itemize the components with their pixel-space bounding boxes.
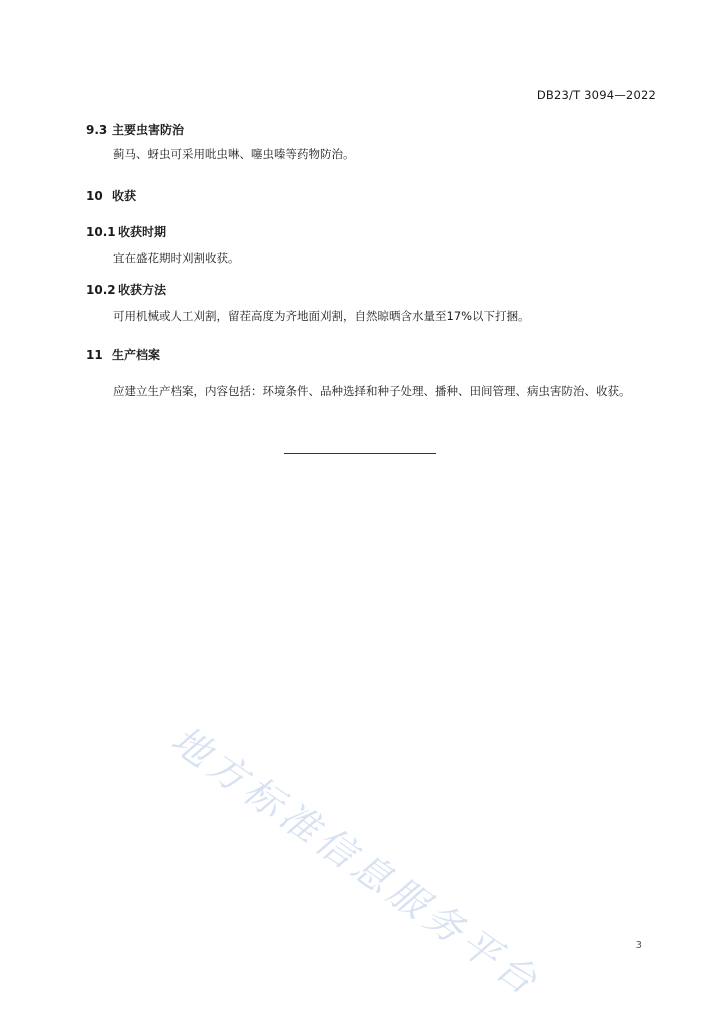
section-number: 9.3 [86,123,108,137]
section-title: 收获 [112,189,137,203]
paragraph-10-1: 宜在盛花期时刈割收获。 [113,251,240,265]
doc-code: DB23/T 3094—2022 [536,88,656,102]
section-number: 10.1 [86,225,116,239]
paragraph-11: 应建立生产档案，内容包括：环境条件、品种选择和种子处理、播种、田间管理、病虫害防治、收获。 [113,384,631,398]
paragraph-10-2: 可用机械或人工刈割，留茬高度为齐地面刈割，自然晾晒含水量至17%以下打捆。 [113,309,530,323]
section-heading-11 [86,346,160,363]
section-title: 主要虫害防治 [112,123,185,137]
paragraph-9-3: 蓟马、蚜虫可采用吡虫啉、噻虫嗪等药物防治。 [113,147,355,161]
section-number: 11 [86,348,103,362]
end-rule [284,453,436,454]
section-title: 收获时期 [118,225,167,239]
section-heading-9-3 [86,121,184,138]
section-title: 收获方法 [118,283,167,297]
section-heading-10-1 [86,223,166,240]
section-heading-10-2 [86,281,166,298]
page-number: 3 [635,940,642,951]
section-number: 10 [86,189,103,203]
section-title: 生产档案 [112,348,161,362]
watermark: 地方标准信息服务平台 [163,717,550,1006]
section-number: 10.2 [86,283,116,297]
section-heading-10 [86,187,136,204]
